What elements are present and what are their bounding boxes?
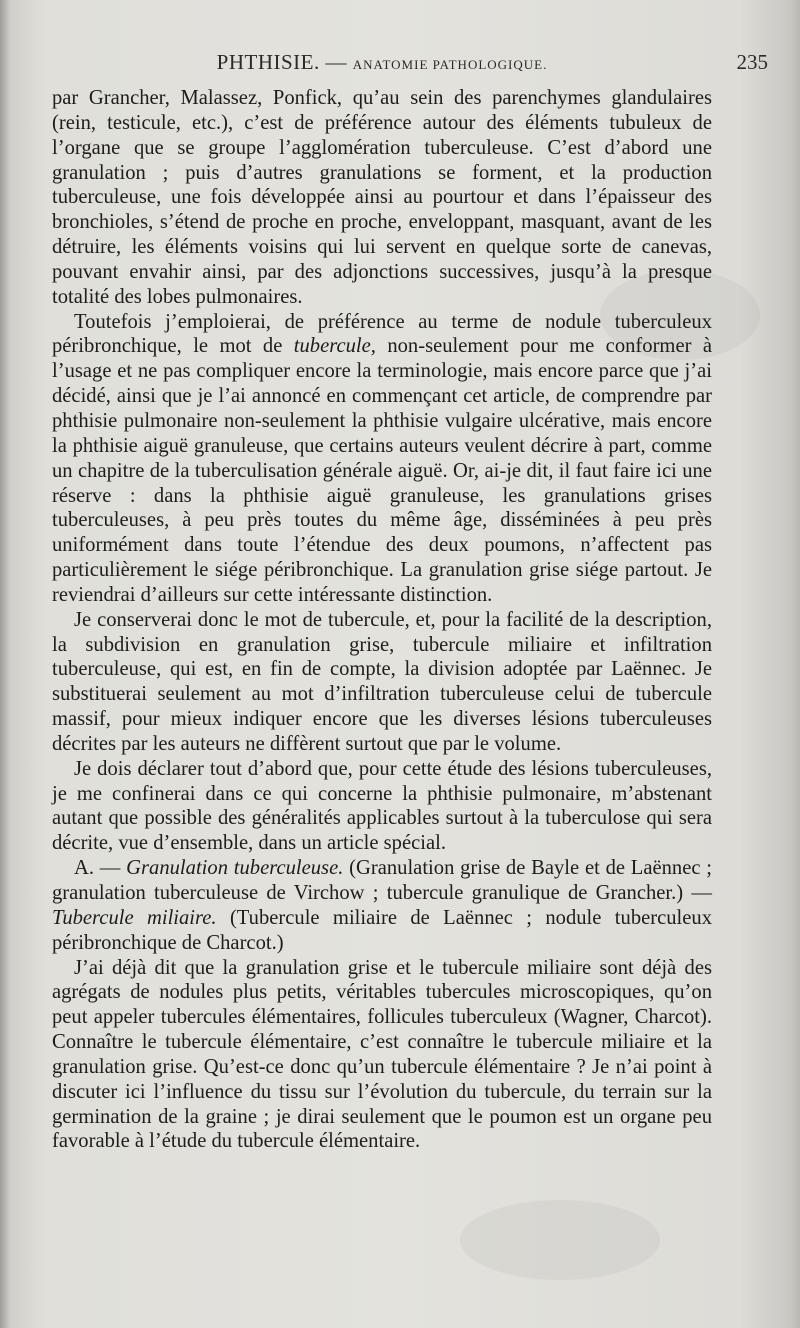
running-title-dash: — (319, 50, 353, 74)
running-title-main: PHTHISIE. (216, 50, 320, 74)
running-title-sub: ANATOMIE PATHOLOGIQUE. (352, 57, 548, 72)
paragraph-subdivision: Je conserverai donc le mot de tubercule, et, pour la facilité de la description, la subdivision en granulation grise, tubercule miliaire et infiltration tuberculeuse, qui est, en fin de compte, la division adoptée par Laënnec. Je substituerai seulement au mot d’infiltration tuberculeuse celui de tubercule massif, pour mieux indiquer encore que les diverses lésions tuberculeuses décrites par les auteurs ne diffèrent surtout que par le volume. (52, 608, 712, 755)
bleed-through-stain (460, 1200, 660, 1280)
section-synonyms: (Granulation grise de Bayle et de Laënnec ; granulation tuberculeuse de Virchow ; tubercule granulique de Grancher.) — (52, 857, 712, 904)
body-text (52, 86, 712, 1154)
section-synonyms: (Tubercule miliaire de Laënnec ; nodule tuberculeux péribronchique de Charcot.) (52, 906, 713, 954)
section-subtitle: Tubercule miliaire. (52, 906, 217, 929)
paragraph-terminology (52, 310, 712, 608)
page-number: 235 (736, 50, 768, 74)
section-heading-a (52, 856, 712, 955)
paragraph-text: Toutefois j’emploierai, de préférence au terme de nodule tuberculeux péribronchique, le mot de (52, 310, 712, 358)
running-head (52, 50, 768, 80)
paragraph-elementary-tubercle: J’ai déjà dit que la granulation grise et le tubercule miliaire sont déjà des agrégats de nodules plus petits, véritables tubercules microscopiques, qu’on peut appeler tubercules élémentaires, follicules tuberculeux (Wagner, Charcot). Connaître le tubercule élémentaire, c’est connaître le tubercule miliaire et la granulation grise. Qu’est-ce donc qu’un tubercule élémentaire ? Je n’ai point à discuter ici l’influence du tissu sur l’évolution du tubercule, du terrain sur la germination de la graine ; je dirai seulement que le poumon est un organe peu favorable à l’étude du tubercule élémentaire. (52, 956, 712, 1153)
paragraph-text: non-seulement pour me conformer à l’usage et ne pas compliquer encore la terminologie, mais encore parce que j’ai décidé, ainsi que je l’ai annoncé en commençant cet article, de comprendre par phthisie pulmonaire non-seulement la phthisie vulgaire ulcérative, mais encore la phthisie aiguë granuleuse, que certains auteurs veulent décrire à part, comme un chapitre de la tuberculisation générale aiguë. Or, ai-je dit, il faut faire ici une réserve : dans la phthisie aiguë granuleuse, les granulations grises tuberculeuses, à peu près toutes du même âge, disséminées à peu près uniformément dans toute l’étendue des deux poumons, n’affectent pas particulièrement le siége péribronchique. La granulation grise siége partout. Je reviendrai d’ailleurs sur cette intéressante distinction. (52, 335, 712, 606)
section-label: A. — (74, 857, 127, 880)
section-title: Granulation tuberculeuse. (126, 857, 344, 880)
paragraph-scope: Je dois déclarer tout d’abord que, pour cette étude des lésions tuberculeuses, je me confinerai dans ce qui concerne la phthisie pulmonaire, m’abstenant autant que possible des généralités applicables surtout à la tuberculose qui sera décrite, vue d’ensemble, dans un article spécial. (52, 757, 712, 855)
italic-term: tubercule, (293, 335, 376, 358)
running-title (52, 50, 712, 75)
paragraph-continuation: par Grancher, Malassez, Ponfick, qu’au sein des parenchymes glandulaires (rein, testicule, etc.), c’est de préférence autour des éléments tubuleux de l’organe que se groupe l’agglomération tuberculeuse. C’est d’abord une granulation ; puis d’autres granulations se forment, et la production tuberculeuse, une fois développée ainsi au pourtour et dans l’épaisseur des bronchioles, s’étend de proche en proche, enveloppant, masquant, avant de les détruire, les éléments voisins qui lui servent en quelque sorte de canevas, pouvant envahir ainsi, par des adjonctions successives, jusqu’à la presque totalité des lobes pulmonaires. (52, 87, 712, 308)
